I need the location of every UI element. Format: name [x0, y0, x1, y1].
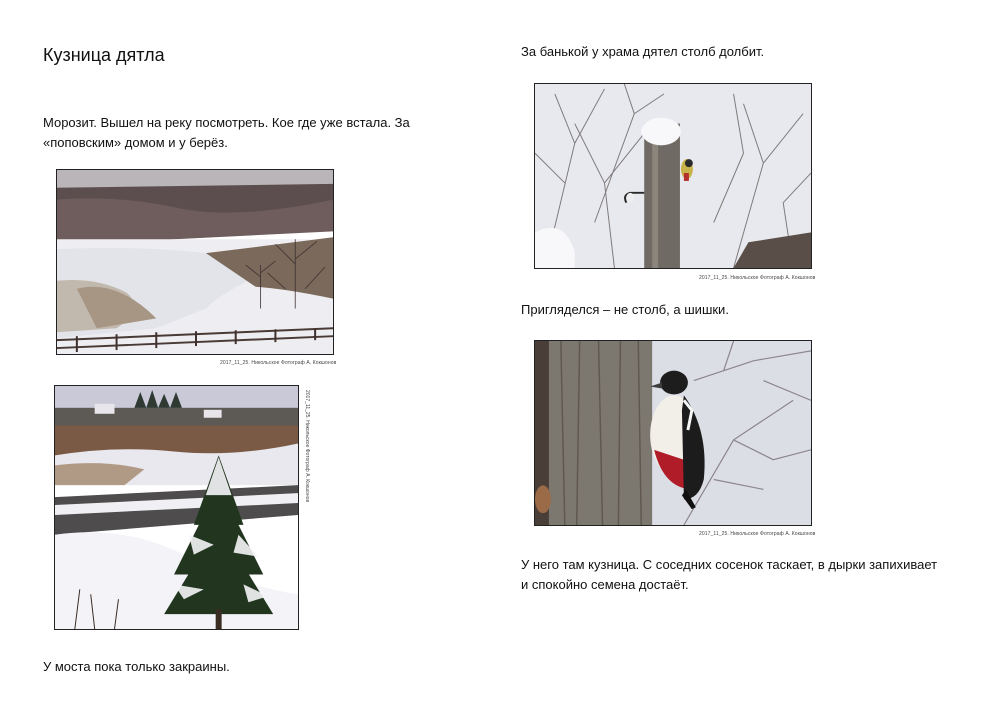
- woodpecker-intro-paragraph: За банькой у храма дятел столб долбит.: [521, 44, 765, 59]
- page-title: Кузница дятла: [43, 45, 165, 65]
- photo3-caption: 2017_11_25. Никольское Фотограф А. Кокшонов: [699, 275, 816, 281]
- photo4-caption: 2017_11_25. Никольское Фотограф А. Кокшонов: [699, 531, 816, 537]
- photo-frozen-river: [56, 169, 334, 355]
- forge-paragraph: У него там кузница. С соседних сосенок таскает, в дырки запихивает и спокойно семена достаёт.: [521, 557, 938, 592]
- cones-paragraph: Пригляделся – не столб, а шишки.: [521, 302, 729, 317]
- photo-woodpecker-pole: [534, 83, 812, 269]
- photo2-caption-vertical: 2017_11_25. Никольское Фотограф А. Кокшонов: [304, 390, 310, 503]
- photo1-caption: 2017_11_25. Никольское Фотограф А. Кокшонов: [220, 360, 337, 366]
- photo-snowy-pine: [54, 385, 299, 630]
- photo-woodpecker-closeup: [534, 340, 812, 526]
- intro-paragraph: Морозит. Вышел на реку посмотреть. Кое где уже встала. За «поповским» домом и у берёз.: [43, 115, 410, 150]
- bridge-paragraph: У моста пока только закраины.: [43, 659, 230, 674]
